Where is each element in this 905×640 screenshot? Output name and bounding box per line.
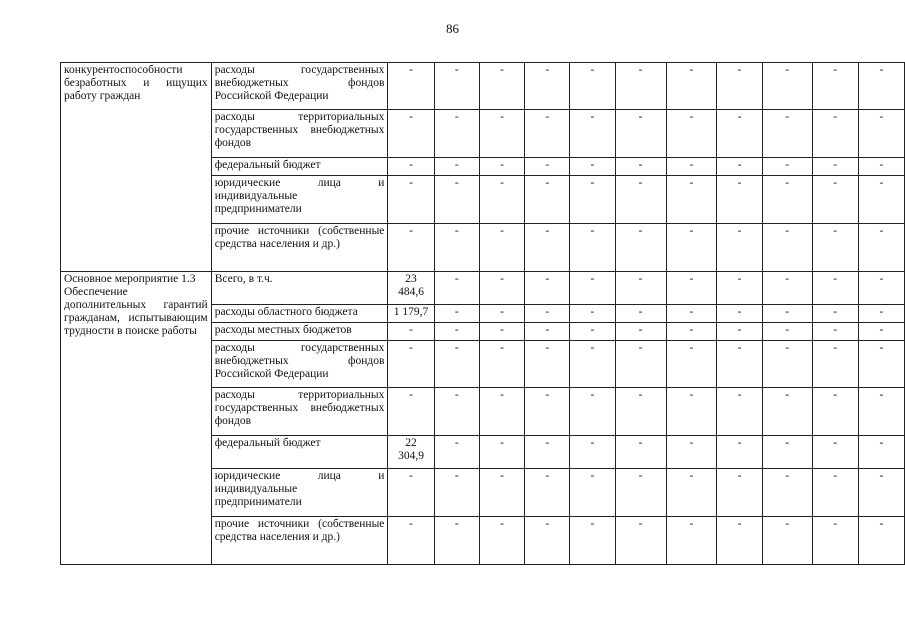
year-value-cell: - — [717, 224, 762, 272]
year-value-cell: - — [812, 436, 858, 469]
year-value-cell: - — [479, 110, 524, 158]
year-value-cell: - — [479, 63, 524, 110]
year-value-cell: - — [479, 158, 524, 176]
year-value-cell: - — [717, 305, 762, 323]
year-value-cell: - — [434, 158, 479, 176]
year-value-cell: - — [762, 224, 812, 272]
year-value-cell: - — [762, 176, 812, 224]
year-value-cell: - — [525, 272, 570, 305]
year-value-cell: - — [666, 63, 717, 110]
year-value-cell: - — [666, 272, 717, 305]
year-value-cell: - — [434, 110, 479, 158]
year-value-cell: - — [812, 341, 858, 388]
year-value-cell: - — [570, 517, 615, 565]
total-value-cell: - — [388, 63, 434, 110]
year-value-cell: - — [858, 323, 904, 341]
year-value-cell: - — [858, 110, 904, 158]
year-value-cell: - — [666, 341, 717, 388]
year-value-cell: - — [717, 341, 762, 388]
year-value-cell: - — [525, 517, 570, 565]
year-value-cell: - — [717, 158, 762, 176]
year-value-cell: - — [717, 388, 762, 436]
year-value-cell: - — [570, 63, 615, 110]
year-value-cell: - — [666, 436, 717, 469]
year-value-cell: - — [762, 341, 812, 388]
year-value-cell: - — [762, 158, 812, 176]
year-value-cell: - — [762, 63, 812, 110]
year-value-cell: - — [479, 272, 524, 305]
total-value-cell: - — [388, 469, 434, 517]
year-value-cell: - — [479, 388, 524, 436]
year-value-cell: - — [615, 272, 666, 305]
year-value-cell: - — [615, 63, 666, 110]
budget-table — [60, 62, 905, 565]
funding-source-cell: расходы территориальных государственных внебюджетных фондов — [211, 388, 388, 436]
year-value-cell: - — [666, 469, 717, 517]
year-value-cell: - — [525, 469, 570, 517]
table-row — [61, 272, 905, 305]
year-value-cell: - — [717, 469, 762, 517]
year-value-cell: - — [525, 110, 570, 158]
year-value-cell: - — [570, 272, 615, 305]
year-value-cell: - — [717, 272, 762, 305]
funding-source-cell: юридические лица и индивидуальные предприниматели — [211, 469, 388, 517]
funding-source-cell: федеральный бюджет — [211, 158, 388, 176]
year-value-cell: - — [570, 305, 615, 323]
year-value-cell: - — [666, 388, 717, 436]
year-value-cell: - — [615, 224, 666, 272]
year-value-cell: - — [812, 323, 858, 341]
total-value-cell: 22 304,9 — [388, 436, 434, 469]
total-value-cell: - — [388, 517, 434, 565]
year-value-cell: - — [858, 305, 904, 323]
year-value-cell: - — [666, 110, 717, 158]
year-value-cell: - — [570, 436, 615, 469]
year-value-cell: - — [479, 176, 524, 224]
year-value-cell: - — [858, 176, 904, 224]
year-value-cell: - — [525, 436, 570, 469]
year-value-cell: - — [858, 517, 904, 565]
year-value-cell: - — [434, 388, 479, 436]
year-value-cell: - — [762, 272, 812, 305]
year-value-cell: - — [666, 323, 717, 341]
year-value-cell: - — [615, 341, 666, 388]
year-value-cell: - — [570, 158, 615, 176]
total-value-cell: - — [388, 388, 434, 436]
year-value-cell: - — [812, 63, 858, 110]
year-value-cell: - — [525, 176, 570, 224]
year-value-cell: - — [479, 341, 524, 388]
year-value-cell: - — [570, 341, 615, 388]
funding-source-cell: расходы государственных внебюджетных фондов Российской Федерации — [211, 63, 388, 110]
year-value-cell: - — [812, 388, 858, 436]
year-value-cell: - — [812, 158, 858, 176]
year-value-cell: - — [570, 224, 615, 272]
year-value-cell: - — [858, 63, 904, 110]
year-value-cell: - — [525, 323, 570, 341]
year-value-cell: - — [615, 305, 666, 323]
year-value-cell: - — [812, 517, 858, 565]
event-cell — [61, 272, 212, 565]
year-value-cell: - — [717, 436, 762, 469]
year-value-cell: - — [858, 224, 904, 272]
event-text: Основное мероприятие 1.3 — [64, 273, 196, 285]
year-value-cell: - — [762, 323, 812, 341]
event-text: Обеспечение дополнительных гарантий гражданам, испытывающим трудности в поиске работы — [64, 286, 208, 337]
total-value-cell: - — [388, 341, 434, 388]
year-value-cell: - — [525, 158, 570, 176]
event-cell — [61, 63, 212, 272]
year-value-cell: - — [434, 305, 479, 323]
year-value-cell: - — [525, 305, 570, 323]
year-value-cell: - — [479, 323, 524, 341]
year-value-cell: - — [812, 176, 858, 224]
year-value-cell: - — [434, 63, 479, 110]
year-value-cell: - — [858, 469, 904, 517]
page-number: 86 — [446, 21, 459, 36]
funding-source-cell: федеральный бюджет — [211, 436, 388, 469]
year-value-cell: - — [858, 388, 904, 436]
funding-source-cell: Всего, в т.ч. — [211, 272, 388, 305]
year-value-cell: - — [570, 323, 615, 341]
year-value-cell: - — [812, 110, 858, 158]
year-value-cell: - — [615, 436, 666, 469]
year-value-cell: - — [479, 517, 524, 565]
year-value-cell: - — [525, 341, 570, 388]
year-value-cell: - — [570, 469, 615, 517]
year-value-cell: - — [570, 388, 615, 436]
total-value-cell: - — [388, 158, 434, 176]
year-value-cell: - — [812, 305, 858, 323]
year-value-cell: - — [615, 110, 666, 158]
year-value-cell: - — [762, 469, 812, 517]
year-value-cell: - — [762, 436, 812, 469]
year-value-cell: - — [762, 388, 812, 436]
year-value-cell: - — [479, 305, 524, 323]
year-value-cell: - — [858, 341, 904, 388]
total-value-cell: - — [388, 176, 434, 224]
year-value-cell: - — [858, 158, 904, 176]
funding-source-cell: расходы государственных внебюджетных фондов Российской Федерации — [211, 341, 388, 388]
year-value-cell: - — [615, 176, 666, 224]
year-value-cell: - — [615, 469, 666, 517]
year-value-cell: - — [479, 224, 524, 272]
year-value-cell: - — [717, 517, 762, 565]
year-value-cell: - — [570, 110, 615, 158]
total-value-cell: - — [388, 323, 434, 341]
year-value-cell: - — [762, 305, 812, 323]
year-value-cell: - — [666, 176, 717, 224]
year-value-cell: - — [479, 469, 524, 517]
year-value-cell: - — [666, 224, 717, 272]
year-value-cell: - — [434, 341, 479, 388]
year-value-cell: - — [434, 272, 479, 305]
event-text: конкурентоспособности безработных и ищущих работу граждан — [64, 64, 208, 102]
total-value-cell: - — [388, 110, 434, 158]
funding-source-cell: расходы областного бюджета — [211, 305, 388, 323]
funding-source-cell: расходы местных бюджетов — [211, 323, 388, 341]
funding-source-cell: юридические лица и индивидуальные предприниматели — [211, 176, 388, 224]
total-value-cell: 1 179,7 — [388, 305, 434, 323]
table-row — [61, 63, 905, 110]
year-value-cell: - — [434, 517, 479, 565]
year-value-cell: - — [858, 436, 904, 469]
year-value-cell: - — [615, 517, 666, 565]
funding-source-cell: прочие источники (собственные средства населения и др.) — [211, 224, 388, 272]
year-value-cell: - — [717, 110, 762, 158]
funding-source-cell: расходы территориальных государственных внебюджетных фондов — [211, 110, 388, 158]
year-value-cell: - — [570, 176, 615, 224]
funding-source-cell: прочие источники (собственные средства населения и др.) — [211, 517, 388, 565]
year-value-cell: - — [858, 272, 904, 305]
year-value-cell: - — [717, 176, 762, 224]
year-value-cell: - — [434, 469, 479, 517]
year-value-cell: - — [717, 323, 762, 341]
year-value-cell: - — [666, 158, 717, 176]
year-value-cell: - — [812, 272, 858, 305]
year-value-cell: - — [615, 388, 666, 436]
year-value-cell: - — [434, 224, 479, 272]
year-value-cell: - — [615, 158, 666, 176]
year-value-cell: - — [717, 63, 762, 110]
year-value-cell: - — [525, 224, 570, 272]
year-value-cell: - — [666, 305, 717, 323]
year-value-cell: - — [762, 110, 812, 158]
year-value-cell: - — [812, 469, 858, 517]
year-value-cell: - — [525, 63, 570, 110]
year-value-cell: - — [525, 388, 570, 436]
year-value-cell: - — [762, 517, 812, 565]
year-value-cell: - — [434, 176, 479, 224]
year-value-cell: - — [666, 517, 717, 565]
year-value-cell: - — [479, 436, 524, 469]
total-value-cell: 23 484,6 — [388, 272, 434, 305]
total-value-cell: - — [388, 224, 434, 272]
year-value-cell: - — [812, 224, 858, 272]
year-value-cell: - — [615, 323, 666, 341]
year-value-cell: - — [434, 436, 479, 469]
year-value-cell: - — [434, 323, 479, 341]
